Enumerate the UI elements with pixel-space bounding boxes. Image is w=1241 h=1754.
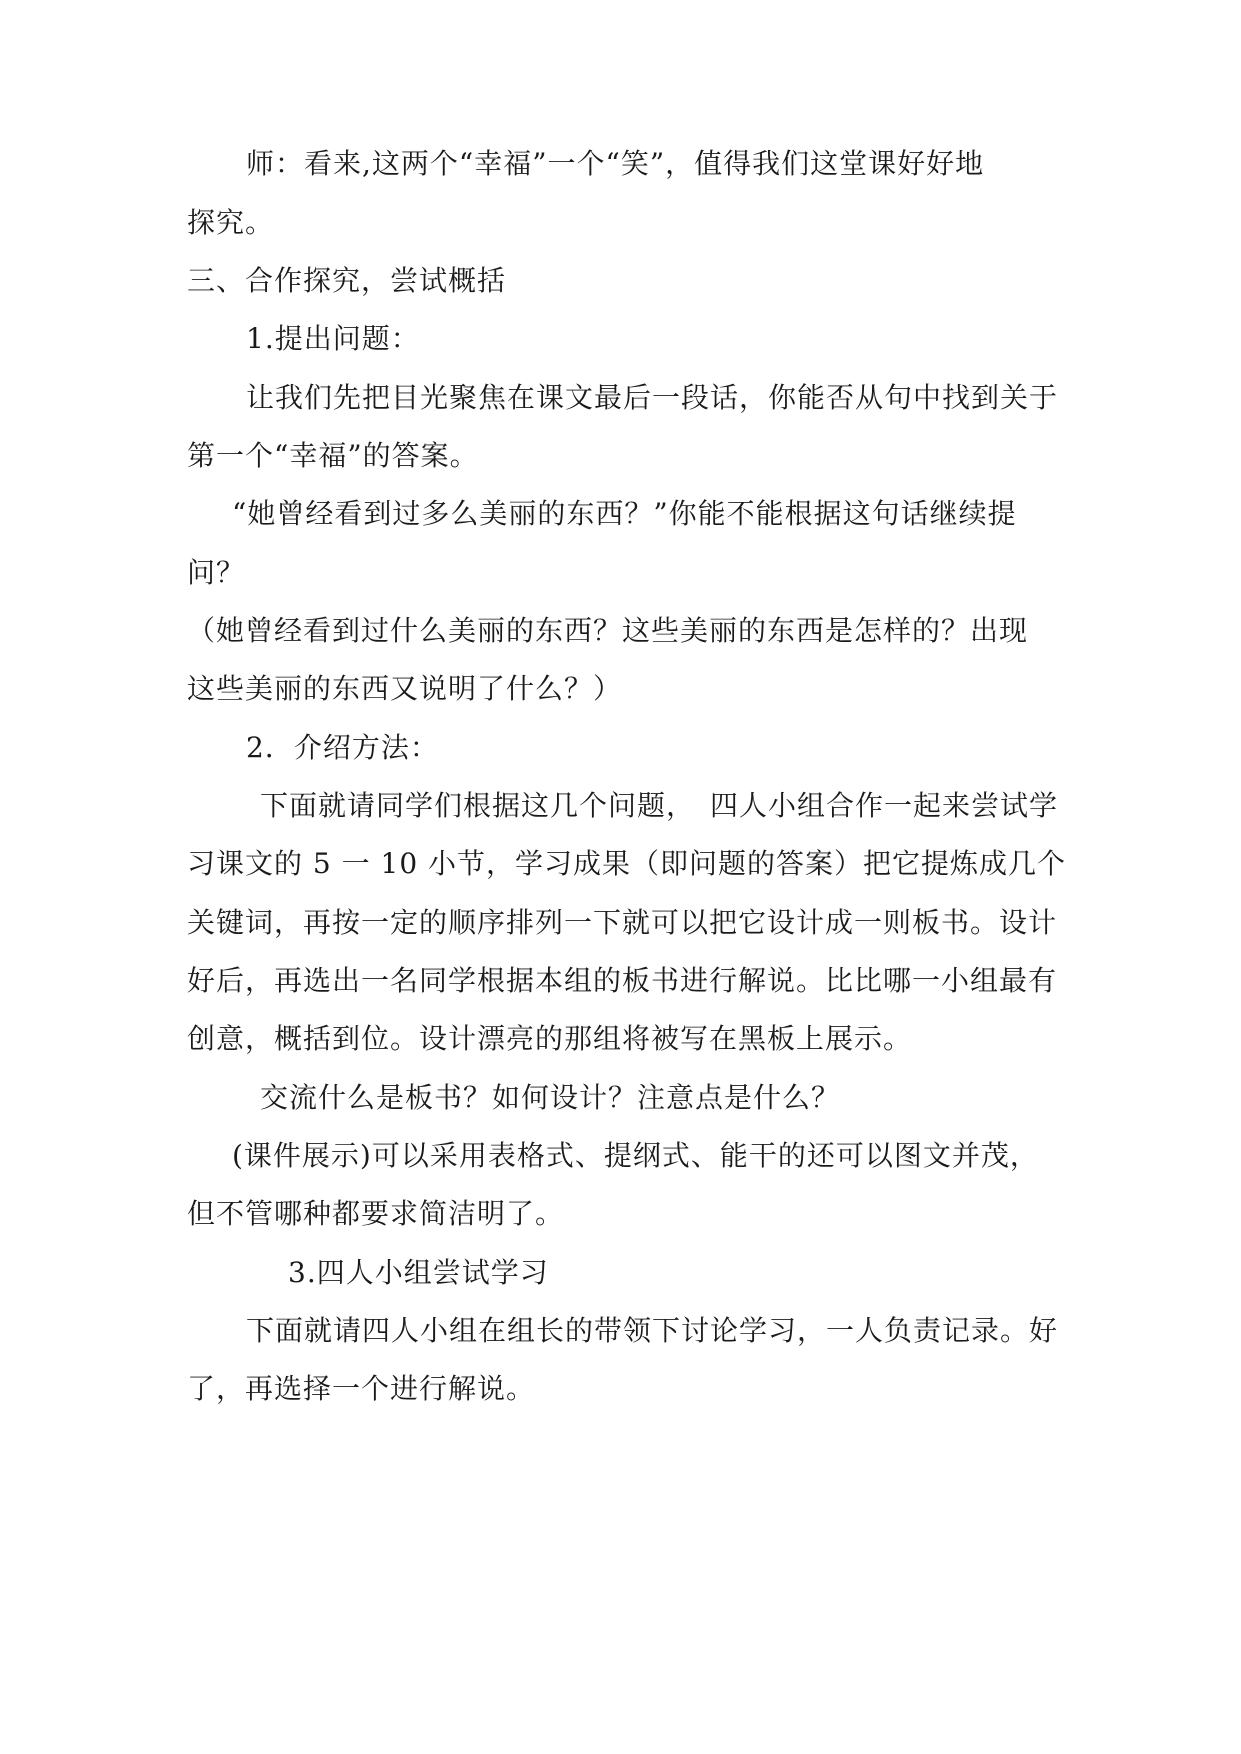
text-line: (课件展示)可以采用表格式、提纲式、能干的还可以图文并茂， xyxy=(232,1139,1039,1172)
text-line: 探究。 xyxy=(187,206,275,239)
text-line: 创意，概括到位。设计漂亮的那组将被写在黑板上展示。 xyxy=(187,1022,913,1055)
text-line: 这些美丽的东西又说明了什么？） xyxy=(187,672,623,705)
text-line: 了，再选择一个进行解说。 xyxy=(187,1372,536,1405)
text-line: 但不管哪种都要求简洁明了。 xyxy=(187,1197,565,1230)
subheading: 3.四人小组尝试学习 xyxy=(288,1256,549,1289)
text-line: 师：看来,这两个“幸福”一个“笑”，值得我们这堂课好好地 xyxy=(246,147,985,180)
text-line: 下面就请同学们根据这几个问题， 四人小组合作一起来尝试学 xyxy=(260,789,1059,822)
text-line: 第一个“幸福”的答案。 xyxy=(187,439,479,472)
text-line: （她曾经看到过什么美丽的东西？这些美丽的东西是怎样的？出现 xyxy=(187,614,1029,647)
text-line: 交流什么是板书？如何设计？注意点是什么？ xyxy=(260,1081,841,1114)
subheading: 2．介绍方法： xyxy=(246,731,439,764)
text-line: 问？ xyxy=(187,556,246,589)
text-line: 让我们先把目光聚焦在课文最后一段话，你能否从句中找到关于 xyxy=(246,381,1059,414)
text-line: 好后，再选出一名同学根据本组的板书进行解说。比比哪一小组最有 xyxy=(187,964,1058,997)
text-line: “她曾经看到过多么美丽的东西？”你能不能根据这句话继续提 xyxy=(232,497,1017,530)
subheading: 1.提出问题： xyxy=(246,322,420,355)
section-heading: 三、合作探究，尝试概括 xyxy=(187,264,507,297)
text-line: 下面就请四人小组在组长的带领下讨论学习，一人负责记录。好 xyxy=(246,1314,1059,1347)
text-line: 习课文的 5 一 10 小节，学习成果（即问题的答案）把它提炼成几个 xyxy=(187,847,1067,880)
text-line: 关键词，再按一定的顺序排列一下就可以把它设计成一则板书。设计 xyxy=(187,906,1058,939)
